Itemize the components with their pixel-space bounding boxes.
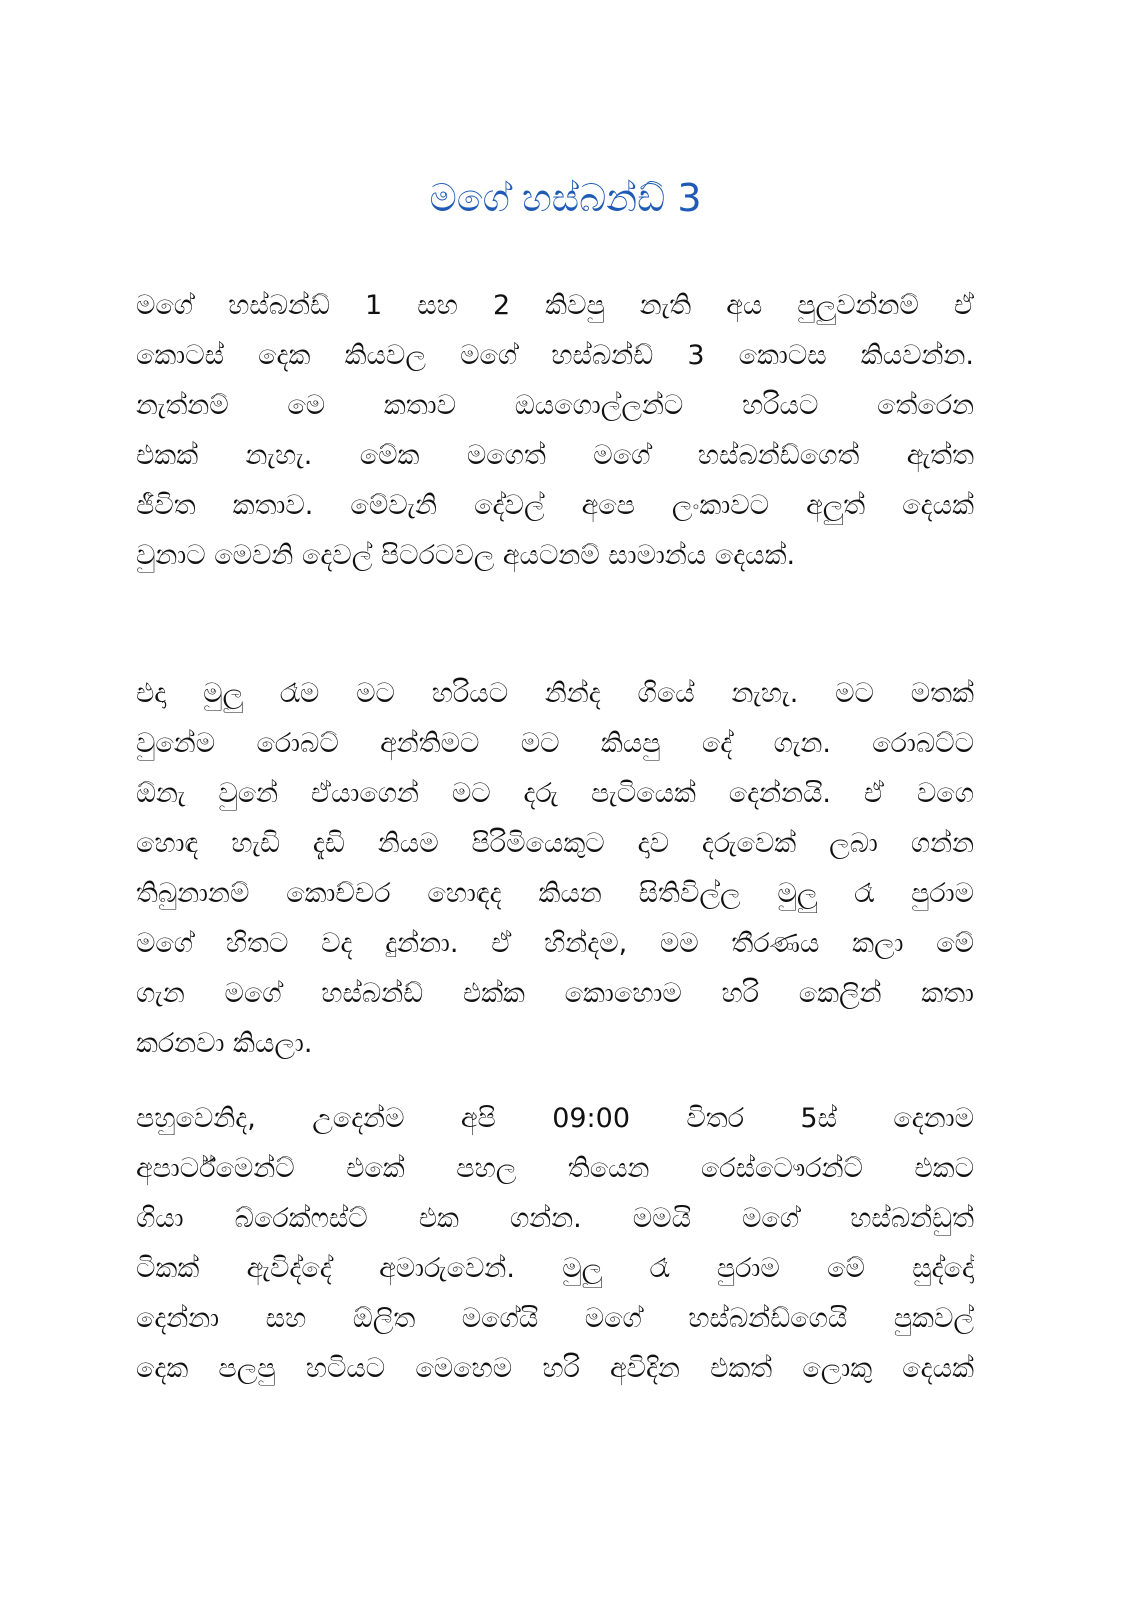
paragraph-line: මගේ හිතට වද දුන්නා. ඒ හින්දම, මම තීරණය කලා මේ (136, 928, 974, 959)
paragraph-line: අපාර්ට්මෙන්ට් එකේ පහල තියෙන රෙස්ටෞරන්ට් එකට (136, 1153, 974, 1184)
paragraph-line: ගැන මගේ හස්බන්ඩ් එක්ක කොහොම හරි කෙලින් කතා (136, 978, 974, 1009)
paragraph-line: දෙන්නා සහ ඕලිත මගේයි මගේ හස්බන්ඩ්ගෙයි පුකවල් (136, 1303, 974, 1334)
paragraph-line: පහුවෙනිද, උදෙන්ම අපි 09:00 විතර 5ස් දෙනාම (136, 1103, 974, 1134)
paragraph-line: ගියා බ්රෙක්ෆස්ට් එක ගන්න. මමයි මගේ හස්බන්ඩුත් (136, 1203, 974, 1234)
paragraph-line: තිබුනානම් කොච්චර හොඳද කියන සිතිවිල්ල මුලු රෑ පුරාම (136, 878, 974, 909)
paragraph-line: එකක් නැහැ. මේක මගෙත් මගේ හස්බන්ඩ්ගෙත් ඇත්ත (136, 440, 974, 471)
paragraph-line: වුනේම රොබට් අන්තිමට මට කියපු දේ ගැන. රොබට්ට (136, 728, 974, 759)
paragraph-intro (136, 281, 974, 581)
paragraph-line: හොඳ හැඩි දැඩි නියම පිරිමියෙකුට දාව දරුවෙක් ලබා ගන්න (136, 828, 974, 859)
document-title: මගේ හස්බන්ඩ් 3 (429, 176, 702, 220)
paragraph-line: නැත්නම් මෙ කතාව ඔයගොල්ලන්ට හරියට තේරෙන (136, 390, 974, 421)
paragraph-line: ජීවිත කතාව. මේවැනි දේවල් අපෙ ලංකාවට අලුත් දෙයක් (136, 490, 974, 521)
paragraph-night (136, 669, 974, 1069)
paragraph-line: එදා මුලු රෑම මට හරියට නින්ද ගියේ නැහැ. මට මතක් (136, 678, 974, 709)
paragraph-line: දෙක පලපු හටියට මෙහෙම හරි අවිදින එකත් ලොකු දෙයක් (136, 1353, 974, 1384)
paragraph-line: මගේ හස්බන්ඩ් 1 සහ 2 කිවපු නැති අය පුලුවන්නම් ඒ (136, 290, 974, 321)
paragraph-line: ටිකක් ඇවිද්දේ අමාරුවෙන්. මුලු රෑ පුරාම මේ සුද්දෝ (136, 1253, 974, 1284)
paragraph-line: කොටස් දෙක කියවල මගේ හස්බන්ඩ් 3 කොටස කියවන්න. (136, 340, 974, 371)
paragraph-morning (136, 1094, 974, 1394)
paragraph-line: ඕනැ වුනේ ඒයාගෙන් මට දරු පැටියෙක් දෙන්නයි. ඒ වගෙ (136, 778, 974, 809)
paragraph-line: කරනවා කියලා. (136, 1028, 313, 1059)
paragraph-line: වුනාට මෙවනි දෙවල් පිටරටවල අයටනම් සාමාන්ය දෙයක්. (136, 540, 796, 571)
